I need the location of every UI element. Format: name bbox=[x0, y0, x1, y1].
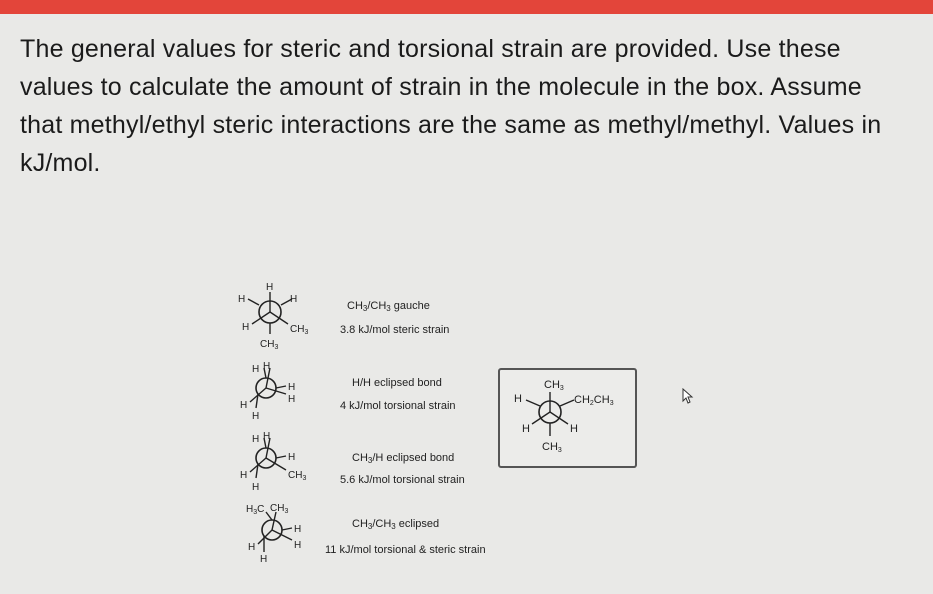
target-molecule-box bbox=[498, 368, 637, 468]
newman-projection-gauche bbox=[232, 280, 322, 352]
svg-text:H: H bbox=[252, 411, 260, 422]
svg-text:H3C: $H_3C$ bbox=[246, 504, 265, 516]
svg-text:H: H bbox=[294, 540, 302, 551]
ch3-ch3-eclipsed-label: $CH_3/CH_3$ eclipsed bbox=[352, 518, 440, 531]
svg-text:H: H bbox=[570, 423, 578, 435]
h-h-eclipsed-label: H/H eclipsed bond bbox=[352, 377, 442, 389]
svg-text:H: H bbox=[263, 431, 271, 442]
ch3-ch3-eclipsed-value: 11 kJ/mol torsional & steric strain bbox=[325, 544, 486, 556]
svg-text:H: H bbox=[252, 434, 260, 445]
boxed-newman-projection bbox=[500, 370, 635, 466]
svg-text:CH2CH3: CH2CH3 bbox=[574, 394, 614, 407]
top-red-bar bbox=[0, 0, 933, 14]
svg-text:H: H bbox=[238, 294, 246, 305]
h-h-eclipsed-value: 4 kJ/mol torsional strain bbox=[340, 400, 456, 412]
svg-text:H: H bbox=[288, 382, 296, 393]
svg-text:CH3: CH3 bbox=[544, 379, 564, 392]
svg-text:H: H bbox=[240, 470, 248, 481]
svg-text:CH3: CH3 bbox=[542, 441, 562, 454]
svg-text:H: H bbox=[263, 361, 271, 372]
svg-text:H: H bbox=[288, 452, 296, 463]
ch3-h-eclipsed-label: $CH_3/H$ eclipsed bond bbox=[352, 452, 455, 465]
svg-text:H: H bbox=[294, 524, 302, 535]
svg-text:H: H bbox=[260, 554, 268, 565]
newman-projection-ch3-h-eclipsed bbox=[238, 430, 328, 494]
ch3-h-eclipsed-value: 5.6 kJ/mol torsional strain bbox=[340, 474, 465, 486]
gauche-label: $CH_3/CH_3$ gauche bbox=[347, 300, 430, 313]
newman-projection-ch3-ch3-eclipsed bbox=[244, 500, 334, 570]
svg-text:H: H bbox=[242, 322, 250, 333]
mouse-pointer-icon bbox=[682, 388, 694, 409]
svg-text:H: H bbox=[266, 282, 274, 293]
svg-text:H: H bbox=[522, 423, 530, 435]
gauche-value: 3.8 kJ/mol steric strain bbox=[340, 324, 450, 336]
question-text: The general values for steric and torsional strain are provided. Use these values to calculate the amount of strain in the molecule in the box. Assume that methyl/ethyl steric interactions are the same as methyl/methyl. Values in kJ/mol. bbox=[20, 35, 882, 177]
svg-text:H: H bbox=[248, 542, 256, 553]
newman-projection-h-h-eclipsed bbox=[238, 362, 308, 424]
svg-text:H: H bbox=[514, 393, 522, 405]
svg-text:H: H bbox=[288, 394, 296, 405]
svg-text:CH3: $CH_3$ bbox=[260, 339, 279, 351]
svg-text:H: H bbox=[252, 482, 260, 493]
svg-text:H: H bbox=[240, 400, 248, 411]
svg-text:CH3: $CH_3$ bbox=[288, 470, 307, 482]
svg-text:H: H bbox=[252, 364, 260, 375]
svg-text:CH3: $CH_3$ bbox=[270, 503, 289, 515]
svg-text:H: H bbox=[290, 294, 298, 305]
svg-text:CH3: $CH_3$ bbox=[290, 324, 309, 336]
